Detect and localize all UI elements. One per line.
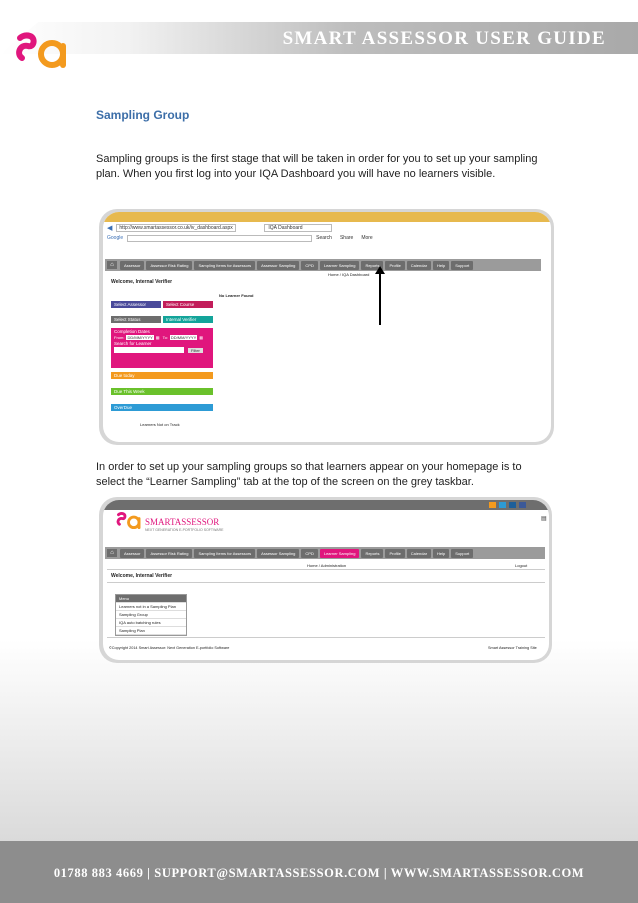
overdue-bar[interactable]: OverDue [111, 404, 213, 411]
due-today-bar[interactable]: Due today [111, 372, 213, 379]
site-name: Smart Assessor Training Site [488, 646, 537, 650]
logout-link[interactable]: Logout [515, 563, 528, 568]
more-button[interactable]: More [361, 235, 373, 241]
select-status-dropdown[interactable]: Select Status [111, 316, 161, 323]
nav-assessor[interactable]: Assessor [120, 261, 144, 270]
nav-sampling-items[interactable]: Sampling Items for Assessors [194, 549, 255, 558]
guide-title: SMART ASSESSOR USER GUIDE [282, 28, 606, 49]
to-label: To: [162, 335, 168, 340]
menu-item-iqa-auto-batching[interactable]: IQA auto batching rules [116, 619, 186, 627]
nav-assessor-risk-rating[interactable]: Assessor Risk Rating [146, 261, 192, 270]
to-date-input[interactable]: DD/MM/YYYY [170, 335, 197, 340]
nav-help[interactable]: Help [433, 261, 449, 270]
nav-help[interactable]: Help [433, 549, 449, 558]
back-icon[interactable]: ◀ [107, 225, 113, 232]
main-navbar [105, 259, 541, 271]
calendar-icon[interactable]: ▦ [155, 335, 160, 340]
share-button[interactable]: Share [339, 235, 354, 241]
select-assessor-dropdown[interactable]: Select Assessor [111, 301, 161, 308]
menu-item-sampling-group[interactable]: Sampling Group [116, 611, 186, 619]
facebook-icon[interactable] [519, 502, 526, 508]
no-learner-message: No Learner Found [219, 293, 254, 298]
smart-assessor-logo-icon [14, 24, 70, 70]
nav-learner-sampling[interactable]: Learner Sampling [320, 549, 360, 558]
nav-cpd[interactable]: CPD [301, 549, 317, 558]
breadcrumb: Home / Administration [307, 563, 347, 568]
search-button[interactable]: Search [316, 235, 332, 241]
home-icon[interactable]: ⌂ [107, 261, 117, 269]
nav-support[interactable]: Support [451, 549, 473, 558]
calendar-icon[interactable]: ▦ [199, 335, 204, 340]
browser-tab[interactable]: IQA Dashboard [264, 224, 332, 232]
linkedin-icon[interactable] [509, 502, 516, 508]
brand-tagline: NEXT GENERATION E-PORTFOLIO SOFTWARE [145, 528, 224, 532]
instruction-paragraph: In order to set up your sampling groups so that learners appear on your homepage is to select the “Learner Sampling” tab at the top of the screen on the grey taskbar. [96, 461, 522, 488]
nav-calendar[interactable]: Calendar [407, 261, 431, 270]
nav-cpd[interactable]: CPD [301, 261, 317, 270]
breadcrumb: Home / IQA Dashboard [328, 272, 370, 277]
nav-assessor-risk-rating[interactable]: Assessor Risk Rating [146, 549, 192, 558]
not-on-track-label: Learners Not on Track [140, 422, 180, 427]
search-for-learner-label: Search for Learner [114, 341, 152, 346]
nav-profile[interactable]: Profile [385, 261, 404, 270]
admin-menu [115, 594, 187, 636]
nav-learner-sampling[interactable]: Learner Sampling [320, 261, 360, 270]
intro-paragraph: Sampling groups is the first stage that will be taken in order for you to set up your sampling plan. When you first log into your IQA Dashboard you will have no learners visible. [96, 153, 538, 180]
main-navbar [105, 547, 545, 559]
google-search-box[interactable] [127, 235, 312, 242]
due-this-week-bar[interactable]: Due This Week [111, 388, 213, 395]
nav-sampling-items[interactable]: Sampling Items for Assessors [194, 261, 255, 270]
footer-contact: 01788 883 4669 | SUPPORT@SMARTASSESSOR.COM | WWW.SMARTASSESSOR.COM [53, 866, 585, 880]
welcome-heading: Welcome, Internal Verifier [111, 279, 173, 285]
nav-assessor-sampling[interactable]: Assessor Sampling [257, 261, 299, 270]
from-label: From: [114, 335, 125, 340]
social-icons [489, 502, 526, 508]
internal-verifier-dropdown[interactable]: Internal Verifier [163, 316, 213, 323]
smart-assessor-logo-icon [115, 508, 143, 530]
filter-button[interactable]: Filter [188, 348, 203, 353]
menu-item-sampling-plan[interactable]: Sampling Plan [116, 627, 186, 635]
learner-search-input[interactable] [114, 347, 184, 353]
iqa-dashboard-screenshot [103, 212, 551, 442]
pointer-arrow-shaft [379, 271, 381, 325]
menu-header: Menu [116, 595, 186, 603]
print-icon[interactable]: ▤ [541, 516, 547, 522]
twitter-icon[interactable] [499, 502, 506, 508]
nav-reports[interactable]: Reports [361, 549, 383, 558]
select-course-dropdown[interactable]: Select Course [163, 301, 213, 308]
nav-assessor-sampling[interactable]: Assessor Sampling [257, 549, 299, 558]
completion-dates-panel [111, 328, 213, 368]
brand-name: SMARTASSESSOR [145, 517, 220, 527]
browser-titlebar [103, 212, 551, 222]
copyright-text: ©Copyright 2014 Smart Assessor: Next Generation E-portfolio Software [109, 646, 230, 650]
address-bar[interactable]: http://www.smartassessor.co.uk/iv_dashboard.aspx [116, 224, 236, 232]
menu-item-learners-not-in-plan[interactable]: Learners not in a Sampling Plan [116, 603, 186, 611]
nav-support[interactable]: Support [451, 261, 473, 270]
administration-screenshot [103, 500, 549, 660]
google-toolbar-label: Google [107, 235, 124, 241]
home-icon[interactable]: ⌂ [107, 549, 117, 557]
section-heading: Sampling Group [96, 108, 190, 122]
nav-assessor[interactable]: Assessor [120, 549, 144, 558]
nav-profile[interactable]: Profile [385, 549, 404, 558]
welcome-heading: Welcome, Internal Verifier [111, 573, 173, 579]
completion-dates-label: Completion Dates [114, 329, 150, 334]
nav-calendar[interactable]: Calendar [407, 549, 431, 558]
app-topbar [103, 500, 549, 510]
nav-reports[interactable]: Reports [361, 261, 383, 270]
from-date-input[interactable]: DD/MM/YYYY [127, 335, 153, 340]
rss-icon[interactable] [489, 502, 496, 508]
